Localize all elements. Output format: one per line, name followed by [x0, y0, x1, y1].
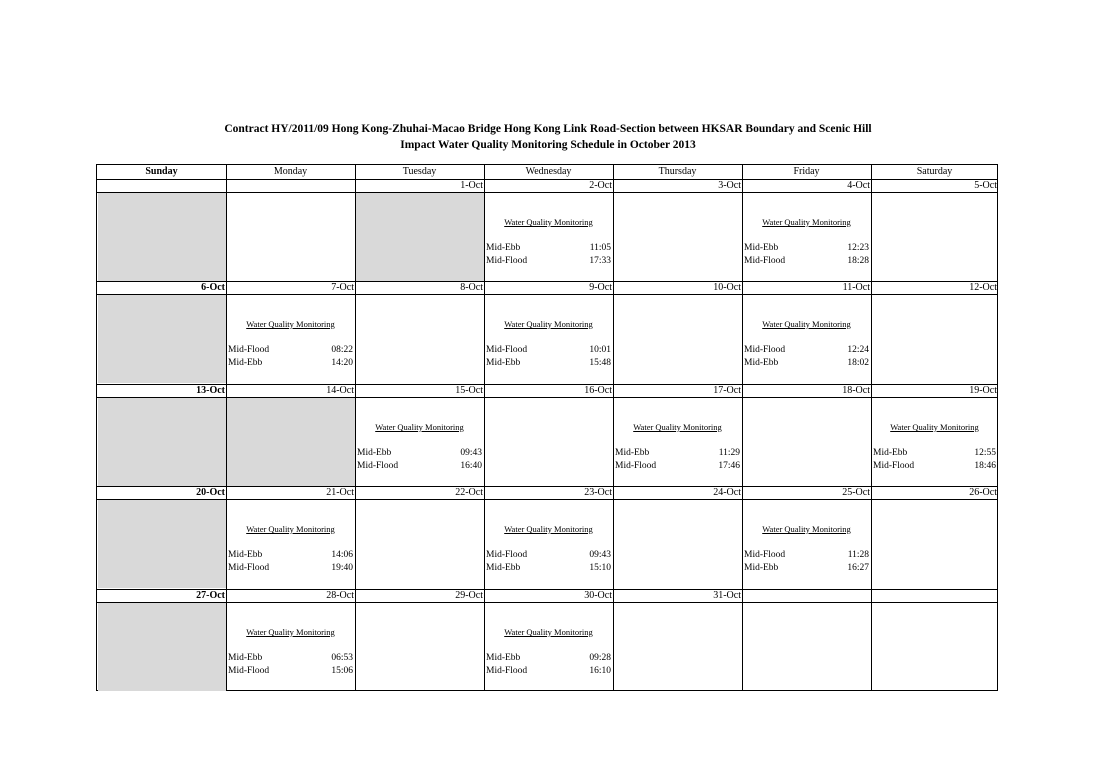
- date-label: 25-Oct: [842, 487, 870, 498]
- tide-label: Mid-Flood: [228, 563, 270, 573]
- monitoring-event: [484, 603, 613, 691]
- tide-row: [744, 549, 869, 561]
- monitoring-event: [226, 295, 355, 383]
- tide-time: 17:46: [718, 461, 740, 471]
- shaded-cell: [98, 398, 226, 486]
- tide-time: 15:06: [331, 666, 353, 676]
- date-label: 14-Oct: [326, 385, 354, 396]
- date-label: 4-Oct: [847, 180, 870, 191]
- date-label: [742, 590, 871, 602]
- date-label: 10-Oct: [713, 282, 741, 293]
- date-label: 2-Oct: [589, 180, 612, 191]
- tide-time: 14:20: [331, 358, 353, 368]
- tide-row: [744, 242, 869, 254]
- date-label: 16-Oct: [584, 385, 612, 396]
- monitoring-event: [742, 500, 871, 588]
- date-label: 12-Oct: [969, 282, 997, 293]
- tide-row: [486, 344, 611, 356]
- date-label: 11-Oct: [842, 282, 870, 293]
- tide-row: [486, 549, 611, 561]
- tide-label: Mid-Flood: [744, 256, 786, 266]
- day-header-thursday: Thursday: [658, 166, 697, 177]
- date-label: 26-Oct: [969, 487, 997, 498]
- date-label: 3-Oct: [718, 180, 741, 191]
- event-title: Water Quality Monitoring: [504, 524, 593, 534]
- tide-row: [486, 652, 611, 664]
- event-title: Water Quality Monitoring: [762, 319, 851, 329]
- tide-time: 17:33: [589, 256, 611, 266]
- tide-label: Mid-Ebb: [228, 358, 263, 368]
- date-label: 24-Oct: [713, 487, 741, 498]
- date-label: 6-Oct: [201, 282, 225, 293]
- monitoring-event: [226, 603, 355, 691]
- date-label: 31-Oct: [713, 590, 741, 601]
- tide-time: 14:06: [331, 550, 353, 560]
- tide-label: Mid-Ebb: [486, 358, 521, 368]
- date-label: 23-Oct: [584, 487, 612, 498]
- tide-time: 09:43: [589, 550, 611, 560]
- day-header-saturday: Saturday: [916, 166, 953, 177]
- tide-time: 18:46: [974, 461, 996, 471]
- monitoring-event: [484, 193, 613, 281]
- tide-label: Mid-Flood: [486, 256, 528, 266]
- tide-row: [873, 447, 996, 459]
- tide-time: 18:28: [847, 256, 869, 266]
- tide-row: [486, 255, 611, 267]
- tide-row: [228, 344, 353, 356]
- tide-label: Mid-Flood: [744, 550, 786, 560]
- day-header-monday: Monday: [273, 166, 308, 177]
- event-title: Water Quality Monitoring: [762, 524, 851, 534]
- shaded-cell: [227, 398, 355, 486]
- tide-label: Mid-Flood: [486, 345, 528, 355]
- tide-row: [228, 357, 353, 369]
- title-line-2: Impact Water Quality Monitoring Schedule in October 2013: [400, 139, 696, 151]
- tide-time: 19:40: [331, 563, 353, 573]
- tide-row: [486, 562, 611, 574]
- monitoring-event: [484, 295, 613, 383]
- tide-label: Mid-Ebb: [228, 653, 263, 663]
- tide-row: [228, 549, 353, 561]
- document-title: [0, 121, 1096, 153]
- date-label: 20-Oct: [196, 487, 225, 498]
- day-header-wednesday: Wednesday: [525, 166, 572, 177]
- tide-label: Mid-Flood: [486, 666, 528, 676]
- tide-label: Mid-Flood: [228, 666, 270, 676]
- event-title: Water Quality Monitoring: [504, 627, 593, 637]
- tide-time: 12:23: [847, 243, 869, 253]
- tide-label: Mid-Flood: [615, 461, 657, 471]
- tide-time: 10:01: [589, 345, 611, 355]
- event-title: Water Quality Monitoring: [246, 319, 335, 329]
- tide-row: [486, 357, 611, 369]
- tide-time: 09:28: [589, 653, 611, 663]
- tide-row: [744, 344, 869, 356]
- date-label: 28-Oct: [326, 590, 354, 601]
- date-label: 9-Oct: [589, 282, 612, 293]
- date-label: 30-Oct: [584, 590, 612, 601]
- tide-row: [744, 562, 869, 574]
- tide-time: 11:29: [718, 448, 740, 458]
- date-label: 17-Oct: [713, 385, 741, 396]
- event-title: Water Quality Monitoring: [504, 217, 593, 227]
- monitoring-event: [484, 500, 613, 588]
- date-label: 27-Oct: [196, 590, 225, 601]
- tide-label: Mid-Flood: [486, 550, 528, 560]
- tide-time: 12:55: [974, 448, 996, 458]
- shaded-cell: [98, 295, 226, 383]
- tide-label: Mid-Ebb: [486, 653, 521, 663]
- tide-row: [228, 652, 353, 664]
- shaded-cell: [98, 193, 226, 281]
- tide-label: Mid-Ebb: [615, 448, 650, 458]
- shaded-cell: [98, 500, 226, 588]
- tide-time: 12:24: [847, 345, 869, 355]
- tide-time: 16:40: [460, 461, 482, 471]
- tide-row: [357, 447, 482, 459]
- tide-time: 18:02: [847, 358, 869, 368]
- date-label: 8-Oct: [460, 282, 483, 293]
- day-header-sunday: Sunday: [145, 166, 178, 177]
- monthly-schedule-table: [96, 164, 998, 691]
- event-title: Water Quality Monitoring: [762, 217, 851, 227]
- date-label: [97, 180, 226, 192]
- title-line-1: Contract HY/2011/09 Hong Kong-Zhuhai-Macao Bridge Hong Kong Link Road-Section between HKSAR Boundary and Scenic Hill: [224, 123, 872, 135]
- tide-time: 06:53: [331, 653, 353, 663]
- tide-time: 09:43: [460, 448, 482, 458]
- tide-row: [615, 447, 740, 459]
- tide-row: [744, 255, 869, 267]
- tide-label: Mid-Flood: [357, 461, 399, 471]
- tide-row: [486, 242, 611, 254]
- event-title: Water Quality Monitoring: [504, 319, 593, 329]
- monitoring-event: [742, 295, 871, 383]
- tide-row: [228, 665, 353, 677]
- event-title: Water Quality Monitoring: [246, 627, 335, 637]
- date-label: 7-Oct: [331, 282, 354, 293]
- tide-label: Mid-Flood: [744, 345, 786, 355]
- tide-row: [486, 665, 611, 677]
- event-title: Water Quality Monitoring: [246, 524, 335, 534]
- monitoring-event: [613, 398, 742, 486]
- row-divider: [97, 397, 997, 398]
- event-title: Water Quality Monitoring: [375, 422, 464, 432]
- tide-label: Mid-Ebb: [744, 243, 779, 253]
- day-header-friday: Friday: [793, 166, 820, 177]
- date-label: 22-Oct: [455, 487, 483, 498]
- date-label: 18-Oct: [842, 385, 870, 396]
- tide-label: Mid-Ebb: [228, 550, 263, 560]
- date-label: [871, 590, 998, 602]
- tide-time: 15:10: [589, 563, 611, 573]
- date-label: 19-Oct: [969, 385, 997, 396]
- tide-label: Mid-Ebb: [873, 448, 908, 458]
- date-label: 13-Oct: [196, 385, 225, 396]
- tide-label: Mid-Ebb: [486, 243, 521, 253]
- tide-row: [615, 460, 740, 472]
- tide-row: [873, 460, 996, 472]
- tide-row: [228, 562, 353, 574]
- shaded-cell: [356, 193, 484, 281]
- shaded-cell: [98, 603, 226, 691]
- date-label: 15-Oct: [455, 385, 483, 396]
- date-label: 21-Oct: [326, 487, 354, 498]
- tide-row: [744, 357, 869, 369]
- tide-time: 11:05: [589, 243, 611, 253]
- tide-label: Mid-Ebb: [357, 448, 392, 458]
- tide-label: Mid-Ebb: [486, 563, 521, 573]
- event-title: Water Quality Monitoring: [633, 422, 722, 432]
- date-label: 1-Oct: [460, 180, 483, 191]
- date-label: 29-Oct: [455, 590, 483, 601]
- tide-time: 16:10: [589, 666, 611, 676]
- monitoring-event: [742, 193, 871, 281]
- tide-label: Mid-Ebb: [744, 358, 779, 368]
- date-label: 5-Oct: [974, 180, 997, 191]
- tide-row: [357, 460, 482, 472]
- monitoring-event: [871, 398, 998, 486]
- tide-time: 15:48: [589, 358, 611, 368]
- tide-time: 08:22: [331, 345, 353, 355]
- monitoring-event: [355, 398, 484, 486]
- date-label: [226, 180, 355, 192]
- tide-label: Mid-Flood: [228, 345, 270, 355]
- tide-time: 16:27: [847, 563, 869, 573]
- event-title: Water Quality Monitoring: [890, 422, 979, 432]
- tide-label: Mid-Flood: [873, 461, 915, 471]
- tide-label: Mid-Ebb: [744, 563, 779, 573]
- day-header-tuesday: Tuesday: [402, 166, 437, 177]
- tide-time: 11:28: [847, 550, 869, 560]
- monitoring-event: [226, 500, 355, 588]
